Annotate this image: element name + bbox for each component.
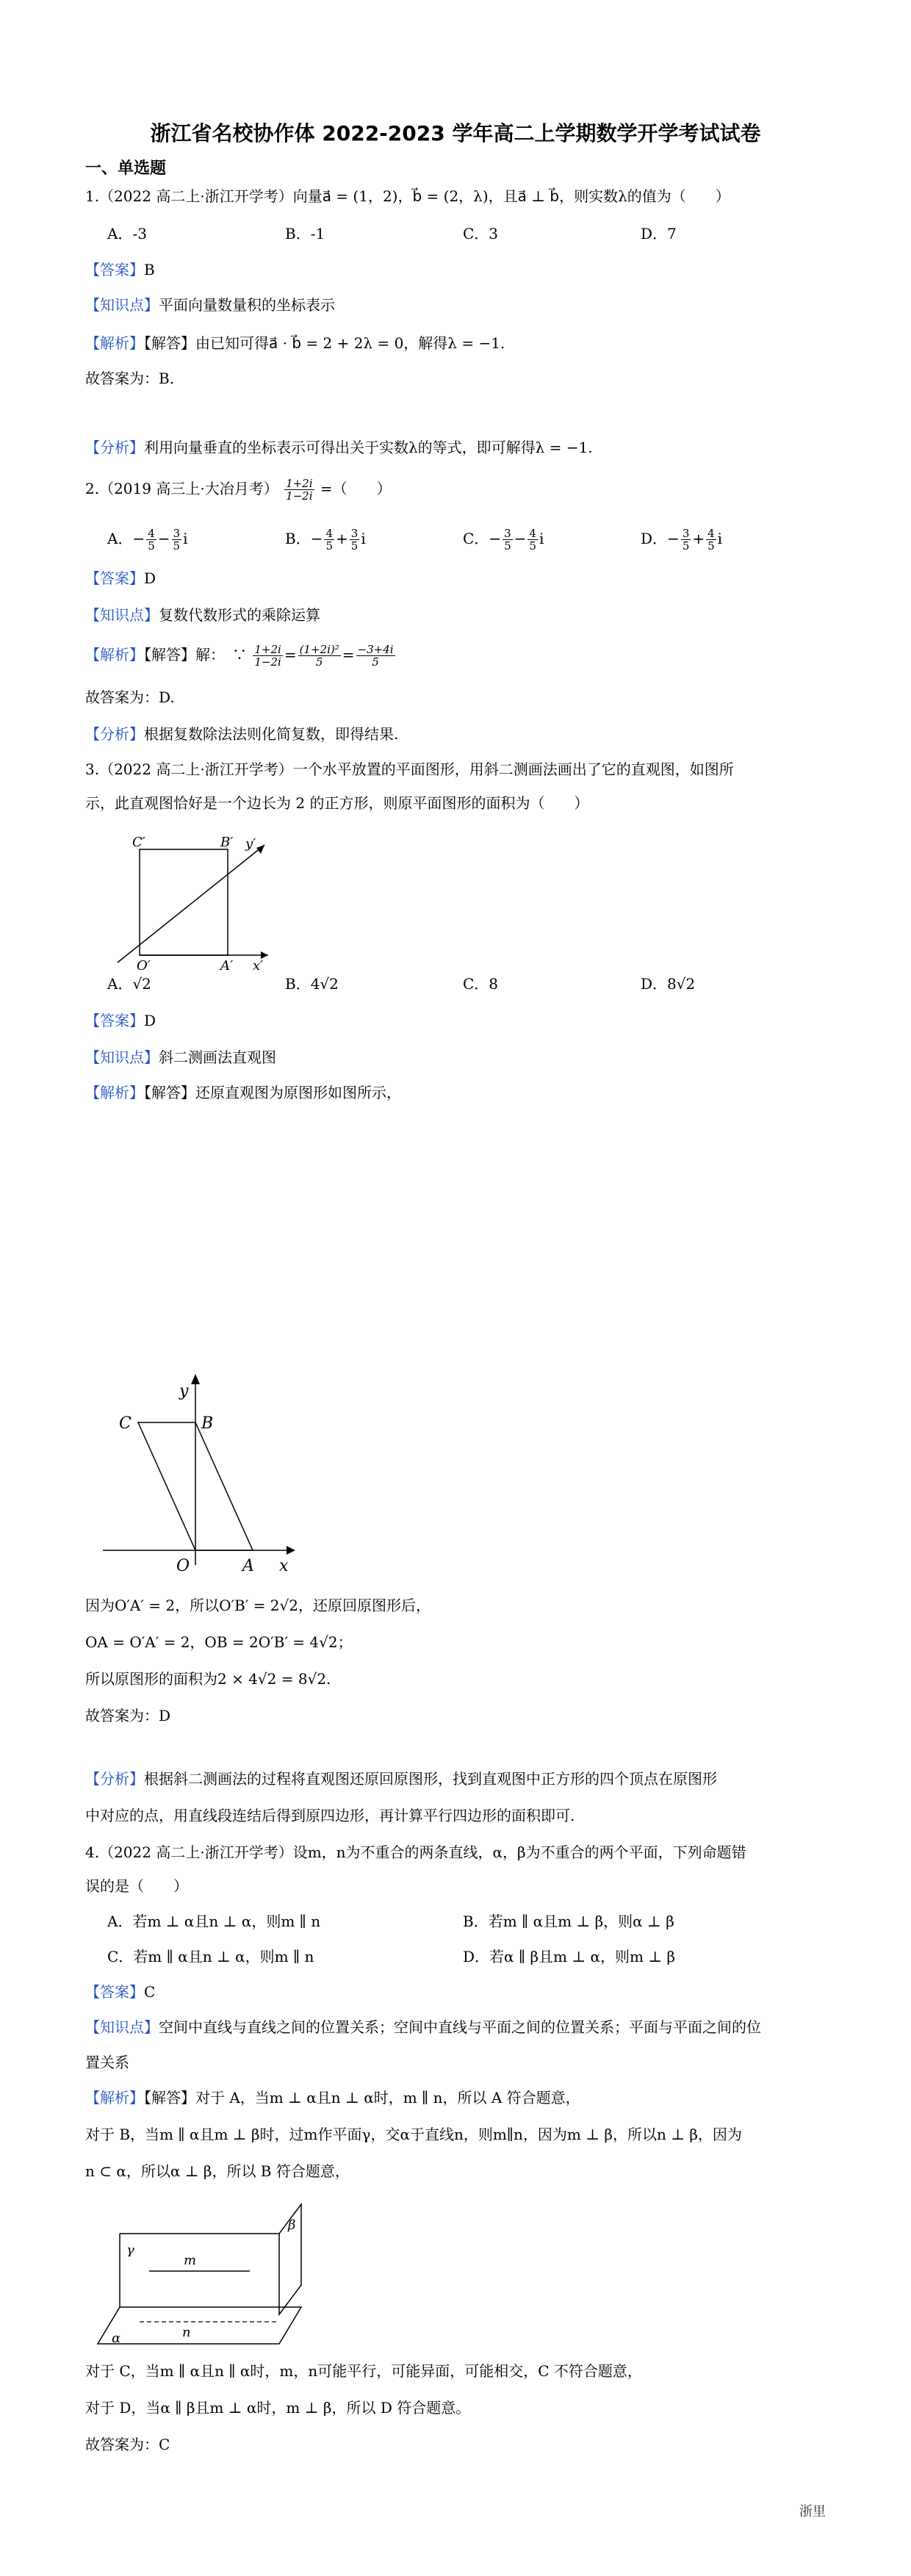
- q4-conclusion: 故答案为：C: [85, 2436, 170, 2453]
- fig3-label-n: n: [182, 2325, 191, 2340]
- q4-answer: 【答案】C: [85, 1983, 156, 2001]
- q3-option-a: A．√2: [107, 975, 151, 993]
- q4-option-c: C．若m ∥ α且n ⊥ α，则m ∥ n: [107, 1948, 314, 1965]
- q4-stem-line1: 4.（2022 高二上·浙江开学考）设m，n为不重合的两条直线，α，β为不重合的两个平面，下列命题错: [85, 1843, 746, 1861]
- q4-detail-b1: 对于 B，当m ∥ α且m ⊥ β时，过m作平面γ，交α于直线n，则m∥n，因为m ⊥ β，所以n ⊥ β，因为: [85, 2126, 742, 2143]
- q4-detail-c: 对于 C，当m ∥ α且n ∥ α时，m，n可能平行，可能异面，可能相交，C 不符合题意，: [85, 2362, 642, 2380]
- q2-answer: 【答案】D: [85, 569, 156, 587]
- q4-option-a: A．若m ⊥ α且n ⊥ α，则m ∥ n: [107, 1913, 321, 1930]
- q4-option-d: D．若α ∥ β且m ⊥ α，则m ⊥ β: [463, 1948, 676, 1965]
- q2-option-c: C．− $\frac{3}{5}$ − $\frac{4}{5}$ i: [463, 527, 544, 553]
- fig1-label-o: O′: [137, 958, 151, 970]
- q2-conclusion: 故答案为：D.: [85, 688, 175, 706]
- fig3-label-gamma: γ: [126, 2242, 134, 2258]
- q3-option-c: C．8: [463, 975, 499, 993]
- q1-detail: 【解析】【解答】由已知可得a⃗ · b⃗ = 2 + 2λ = 0，解得λ = −1.: [85, 334, 505, 352]
- fig2-label-o: O: [176, 1557, 190, 1572]
- q4-stem-line2: 误的是（ ）: [85, 1877, 188, 1895]
- q2-point: 【知识点】复数代数形式的乘除运算: [85, 606, 320, 624]
- q4-detail-a: 【解析】【解答】对于 A，当m ⊥ α且n ⊥ α时，m ∥ n，所以 A 符合题意，: [85, 2089, 580, 2107]
- fig2-label-x: x: [279, 1557, 289, 1572]
- section-heading: 一、单选题: [85, 159, 167, 178]
- q2-stem-fraction: $\frac{1+2i}{1-2i}$: [286, 477, 313, 503]
- q2-detail: 【解析】【解答】解： ∵ $\frac{1+2i}{1-2i}$ = $\frac{\text{(1+2i)²}}{5}$ = $\frac{-3+4i}{5}$: [85, 643, 394, 669]
- q4-detail-b2: n ⊂ α，所以α ⊥ β，所以 B 符合题意，: [85, 2162, 350, 2180]
- q3-stem-line2: 示，此直观图恰好是一个边长为 2 的正方形，则原平面图形的面积为（ ）: [85, 794, 589, 812]
- fig2-label-c: C: [119, 1414, 132, 1433]
- fig3-label-alpha: α: [112, 2331, 121, 2346]
- fig1-label-a: A′: [220, 958, 234, 970]
- q1-analysis: 【分析】利用向量垂直的坐标表示可得出关于实数λ的等式，即可解得λ = −1.: [85, 439, 593, 456]
- q4-option-b: B．若m ∥ α且m ⊥ β，则α ⊥ β: [463, 1913, 674, 1930]
- fig1-label-c: C′: [132, 835, 145, 850]
- q3-stem-line1: 3.（2022 高二上·浙江开学考）一个水平放置的平面图形，用斜二测画法画出了它的直观图，如图所: [85, 760, 734, 778]
- q2-option-a: A．− $\frac{4}{5}$ − $\frac{3}{5}$ i: [107, 527, 188, 553]
- original-parallelogram-figure: [103, 1367, 316, 1572]
- planes-figure: [96, 2197, 331, 2351]
- q4-point-2: 置关系: [85, 2054, 129, 2071]
- q4-point-1: 【知识点】空间中直线与直线之间的位置关系；空间中直线与平面之间的位置关系；平面与平面之间的位: [85, 2018, 761, 2036]
- fig1-label-b: B′: [220, 835, 234, 850]
- q3-detail: 【解析】【解答】还原直观图为原图形如图所示，: [85, 1084, 401, 1101]
- fig2-label-a: A: [242, 1557, 254, 1572]
- q3-line3: 所以原图形的面积为2 × 4√2 = 8√2.: [85, 1670, 331, 1688]
- q3-conclusion: 故答案为：D: [85, 1707, 171, 1724]
- q4-detail-d: 对于 D，当α ∥ β且m ⊥ α时，m ⊥ β，所以 D 符合题意。: [85, 2399, 471, 2417]
- fig3-label-m: m: [184, 2253, 197, 2268]
- page-footer: 浙里: [799, 2504, 826, 2519]
- q1-answer: 【答案】B: [85, 261, 155, 278]
- q3-point: 【知识点】斜二测画法直观图: [85, 1048, 276, 1066]
- oblique-square-figure: [110, 823, 279, 970]
- fig1-label-y: y′: [245, 836, 256, 852]
- page-title: 浙江省名校协作体 2022-2023 学年高二上学期数学开学考试试卷: [150, 121, 761, 145]
- fig1-label-x: x′: [253, 958, 264, 970]
- q3-option-d: D．8√2: [641, 975, 696, 993]
- q3-option-b: B．4√2: [285, 975, 339, 993]
- q1-option-d: D．7: [641, 225, 677, 242]
- q1-conclusion: 故答案为：B.: [85, 370, 175, 387]
- fig2-label-b: B: [201, 1414, 214, 1433]
- q2-analysis: 【分析】根据复数除法法则化简复数，即得结果.: [85, 725, 399, 743]
- q3-line1: 因为O′A′ = 2，所以O′B′ = 2√2，还原回原图形后，: [85, 1597, 431, 1614]
- fig3-label-beta: β: [288, 2217, 296, 2233]
- q2-option-b: B．− $\frac{4}{5}$ + $\frac{3}{5}$ i: [285, 527, 366, 553]
- q1-option-c: C．3: [463, 225, 499, 242]
- q1-option-a: A．-3: [107, 225, 147, 242]
- q3-answer: 【答案】D: [85, 1012, 156, 1029]
- q3-analysis-2: 中对应的点，用直线段连结后得到原四边形，再计算平行四边形的面积即可.: [85, 1807, 575, 1824]
- q1-stem: 1.（2022 高二上·浙江开学考）向量a⃗ = (1，2)，b⃗ = (2，λ)，且a⃗ ⊥ b⃗，则实数λ的值为（ ）: [85, 187, 730, 205]
- q2-option-d: D．− $\frac{3}{5}$ + $\frac{4}{5}$ i: [641, 527, 723, 553]
- q3-line2: OA = O′A′ = 2，OB = 2O′B′ = 4√2；: [85, 1633, 353, 1651]
- q3-analysis-1: 【分析】根据斜二测画法的过程将直观图还原回原图形，找到直观图中正方形的四个顶点在原图形: [85, 1770, 717, 1788]
- q2-stem: 2.（2019 高三上·大冶月考） $\frac{1+2i}{1-2i}$ =（ ）: [85, 477, 392, 503]
- fig2-label-y: y: [179, 1382, 189, 1400]
- q1-option-b: B．-1: [285, 225, 325, 242]
- q1-point: 【知识点】平面向量数量积的坐标表示: [85, 296, 335, 314]
